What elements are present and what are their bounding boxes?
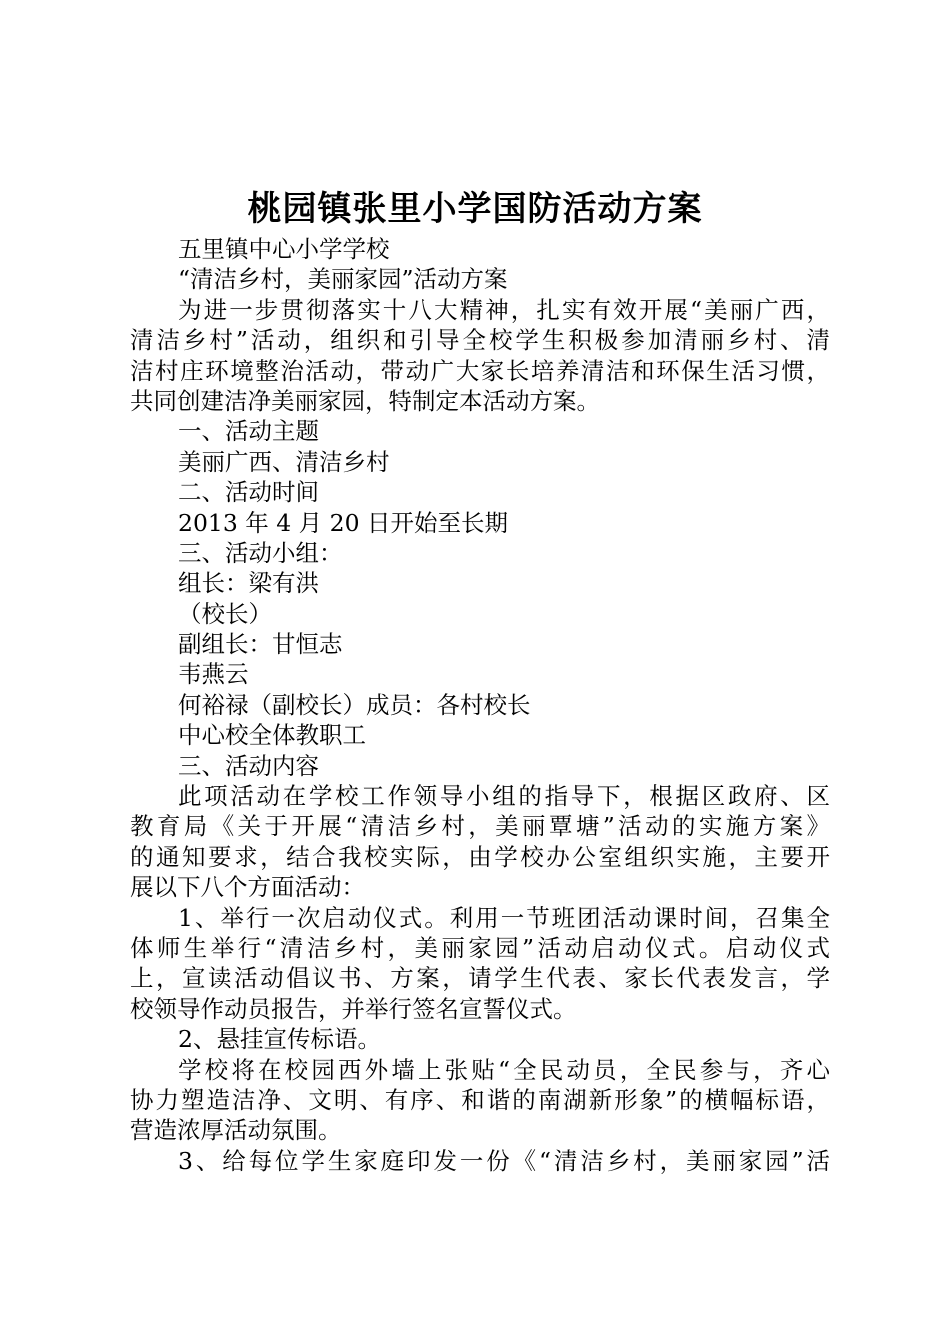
- text-line: 为进一步贯彻落实十八大精神，扎实有效开展“美丽广西，: [178, 295, 830, 324]
- text-line: 2013 年 4 月 20 日开始至长期: [178, 508, 509, 537]
- text-line: 体师生举行“清洁乡村，美丽家园”活动启动仪式。启动仪式: [130, 933, 830, 962]
- text-line: 校领导作动员报告，并举行签名宣誓仪式。: [130, 994, 577, 1023]
- text-line: 教育局《关于开展“清洁乡村，美丽覃塘”活动的实施方案》: [130, 812, 830, 841]
- text-line: 一、活动主题: [178, 417, 319, 446]
- text-line: 的通知要求，结合我校实际，由学校办公室组织实施，主要开: [130, 842, 830, 871]
- document-body: [130, 234, 830, 1176]
- text-line: 清洁乡村”活动，组织和引导全校学生积极参加清丽乡村、清: [130, 326, 830, 355]
- text-line: 韦燕云: [178, 660, 249, 689]
- document-title: 桃园镇张里小学国防活动方案: [247, 189, 703, 229]
- text-line: 美丽广西、清洁乡村: [178, 447, 390, 476]
- text-line: 副组长：甘恒志: [178, 630, 343, 659]
- text-line: 洁村庄环境整治活动，带动广大家长培养清洁和环保生活习惯，: [130, 356, 830, 385]
- text-line: 三、活动内容: [178, 751, 319, 780]
- text-line: 学校将在校园西外墙上张贴“全民动员，全民参与，齐心: [178, 1055, 830, 1084]
- text-line: 营造浓厚活动氛围。: [130, 1116, 342, 1145]
- text-line: 二、活动时间: [178, 478, 319, 507]
- text-line: 何裕禄（副校长）成员：各村校长: [178, 690, 531, 719]
- text-line: 1、举行一次启动仪式。利用一节班团活动课时间，召集全: [178, 903, 830, 932]
- text-line: 共同创建洁净美丽家园，特制定本活动方案。: [130, 386, 600, 415]
- text-line: 中心校全体教职工: [178, 721, 366, 750]
- text-line: 协力塑造洁净、文明、有序、和谐的南湖新形象”的横幅标语，: [130, 1085, 830, 1114]
- text-line: 五里镇中心小学学校: [178, 235, 390, 263]
- text-line: 三、活动小组：: [178, 538, 343, 567]
- text-line: （校长）: [178, 599, 272, 628]
- text-line: 展以下八个方面活动：: [130, 873, 365, 902]
- text-line: 此项活动在学校工作领导小组的指导下，根据区政府、区: [178, 782, 830, 811]
- text-line: 上，宣读活动倡议书、方案，请学生代表、家长代表发言，学: [130, 964, 830, 993]
- text-line: “清洁乡村，美丽家园”活动方案: [178, 265, 508, 294]
- text-line: 2、悬挂宣传标语。: [178, 1025, 381, 1054]
- text-line: 3、给每位学生家庭印发一份《“清洁乡村，美丽家园”活: [178, 1146, 830, 1175]
- text-line: 组长：梁有洪: [178, 569, 319, 598]
